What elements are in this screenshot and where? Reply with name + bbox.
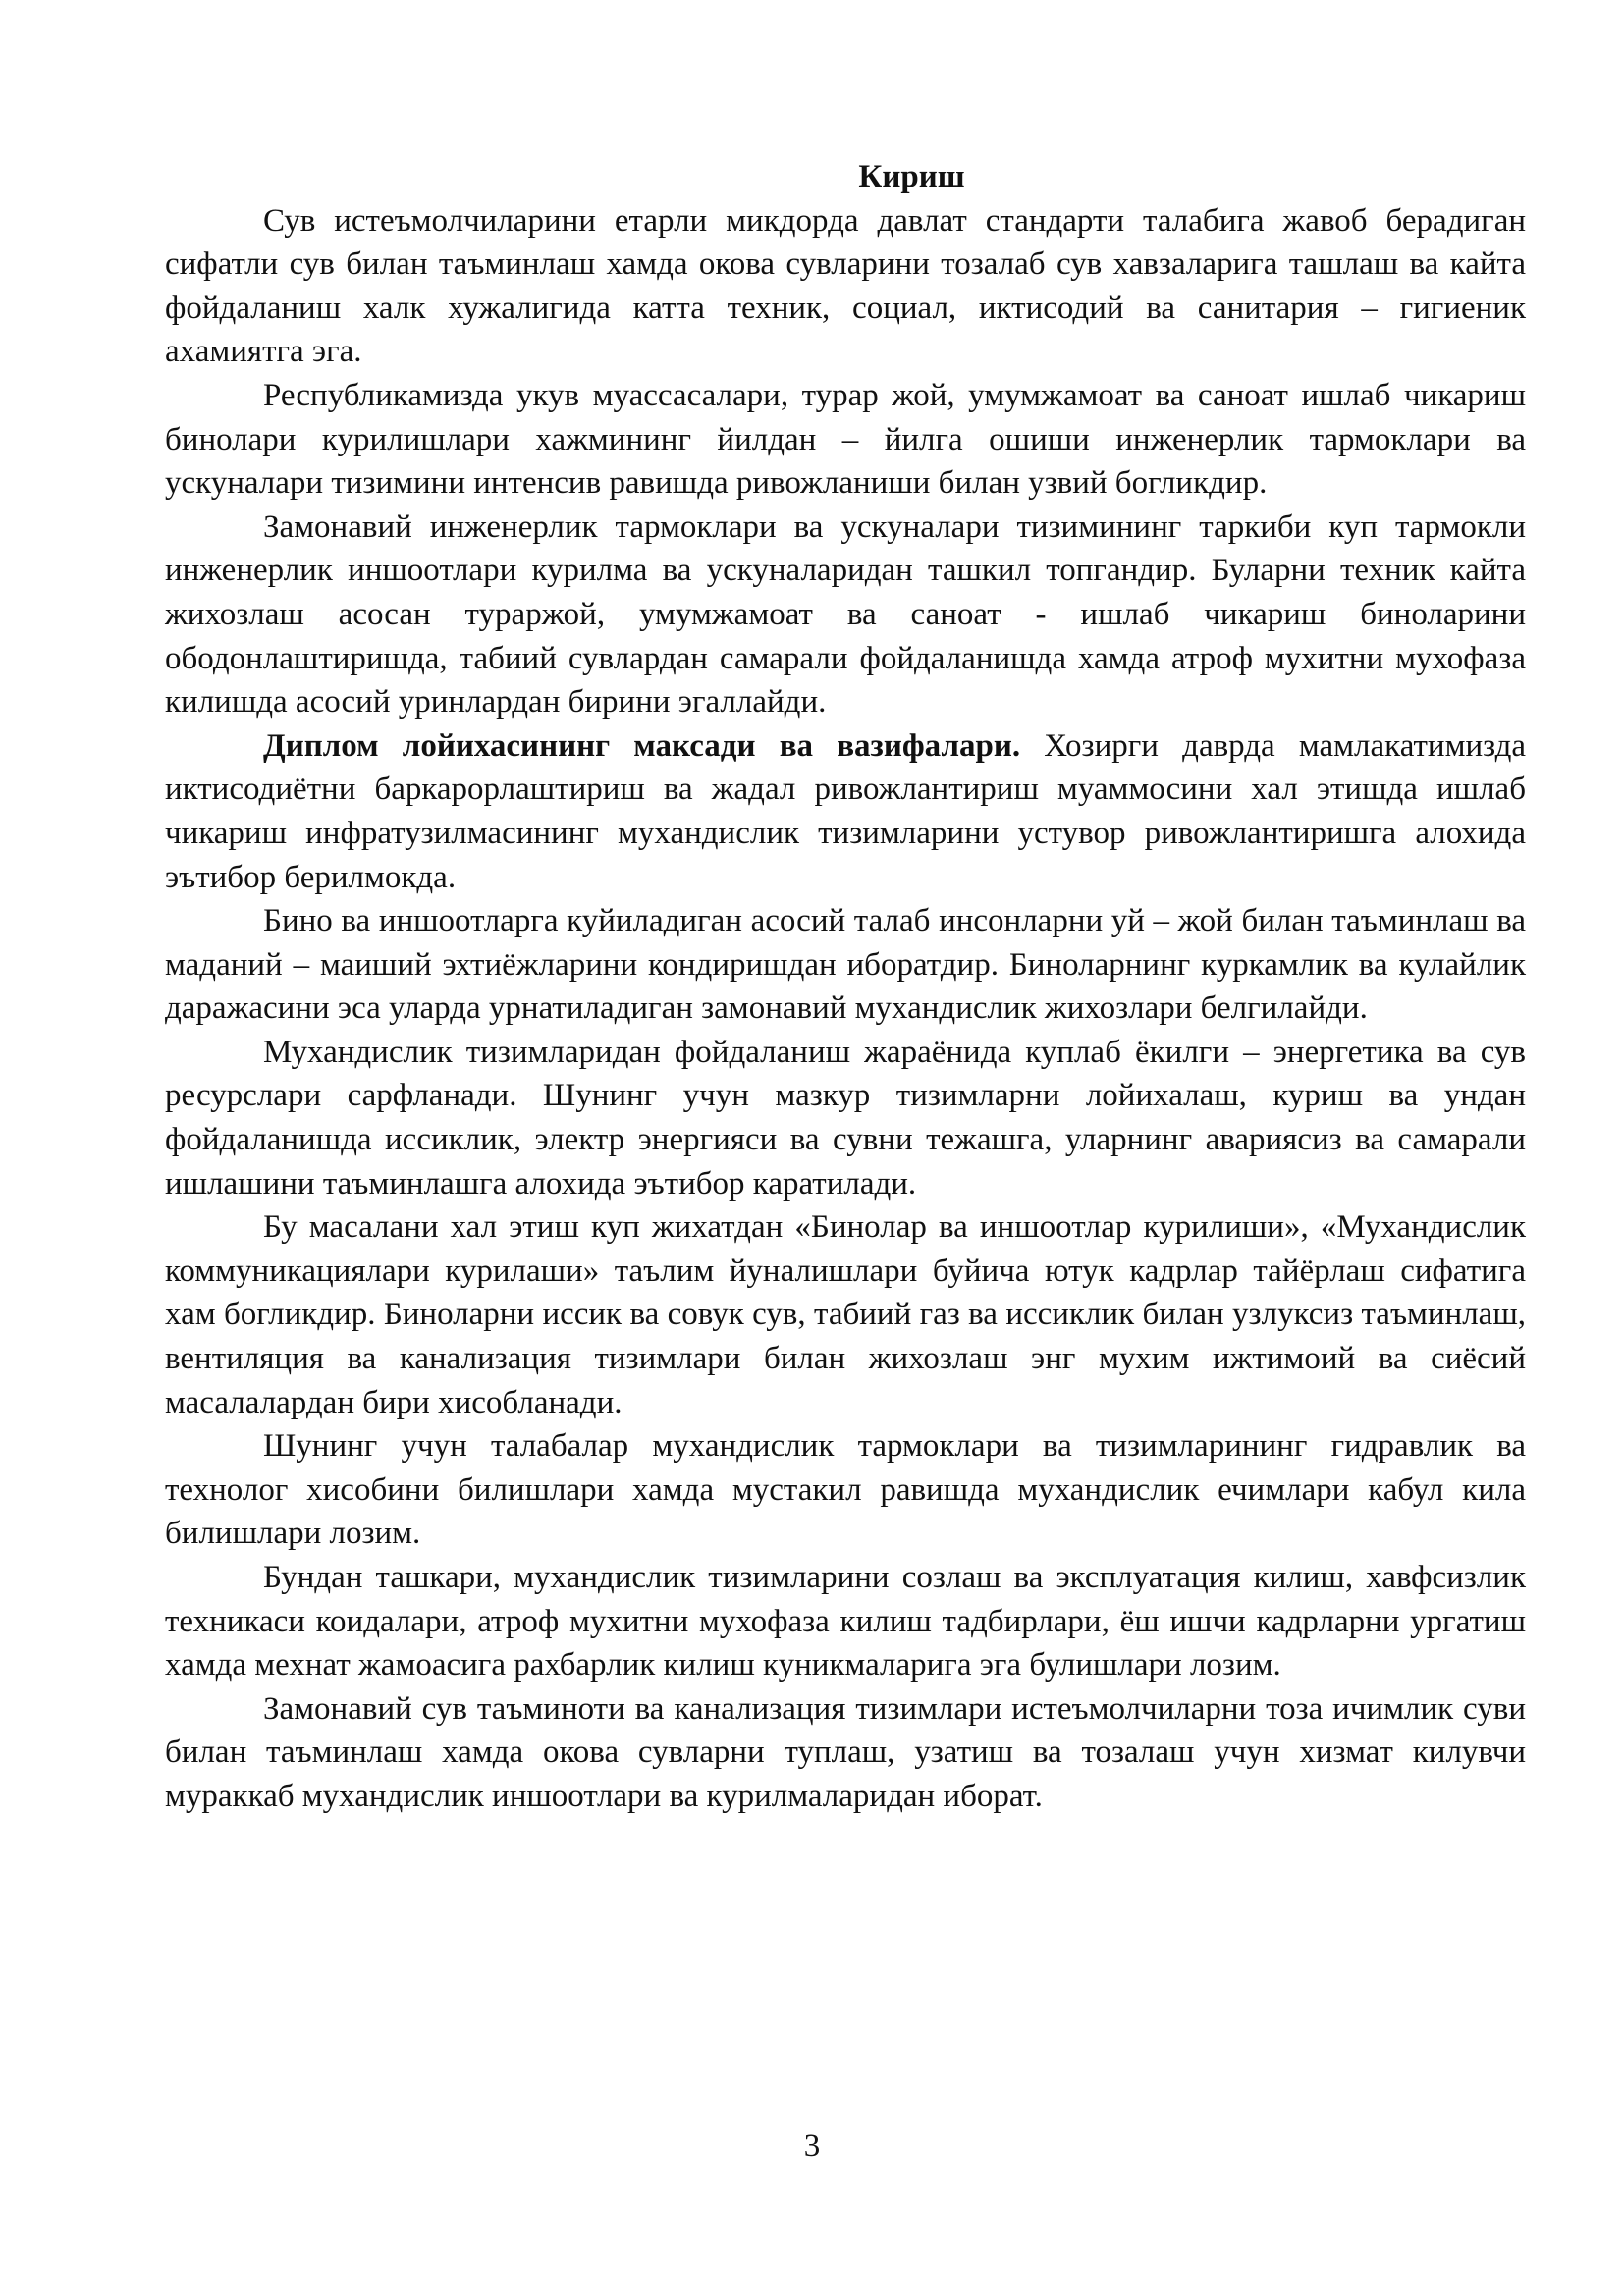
section-title: Кириш: [858, 159, 965, 194]
paragraph-text: Замонавий инженерлик тармоклари ва ускуналари тизимининг таркиби куп тармокли инженерлик иншоотлари курилма ва ускуналаридан ташкил топгандир. Буларни техник кайта жихозлаш асосан тураржой, умумжамоат ва саноат - ишлаб чикариш биноларини ободонлаштиришда, табиий сувлардан самарали фойдаланишда хамда атроф мухитни мухофаза килишда асосий уринлардан бирини эгаллайди.: [165, 508, 1526, 721]
paragraph-text: Хозирги даврда мамлакатимизда иктисодиётни баркарорлаштириш ва жадал ривожлантириш муаммосини хал этишда ишлаб чикариш инфратузилмасининг мухандислик тизимларини устувор ривожлантиришга алохида эътибор берилмокда.: [165, 727, 1527, 895]
paragraph-text: Бино ва иншоотларга куйиладиган асосий талаб инсонларни уй – жой билан таъминлаш ва маданий – маиший эхтиёжларини кондиришдан иборатдир. Биноларнинг куркамлик ва кулайлик даражасини эса уларда урнатиладиган замонавий мухандислик жихозлари белгилайди.: [165, 903, 1526, 1027]
paragraph-text: Мухандислик тизимларидан фойдаланиш жараёнида куплаб ёкилги – энергетика ва сув ресурслари сарфланади. Шунинг учун мазкур тизимларни лойихалаш, куриш ва ундан фойдаланишда иссиклик, электр энергияси ва сувни тежашга, уларнинг авариясиз ва самарали ишлашини таъминлашга алохида эътибор каратилади.: [165, 1034, 1526, 1201]
paragraph-7: [165, 1205, 1526, 1424]
paragraph-text: Республикамизда укув муассасалари, турар жой, умумжамоат ва саноат ишлаб чикариш бинолари курилишлари хажмининг йилдан – йилга ошиши инженерлик тармоклари ва ускуналари тизимини интенсив равишда ривожланиши билан узвий богликдир.: [165, 377, 1526, 502]
page-number: 3: [803, 2128, 821, 2163]
page-content: [165, 155, 1526, 1819]
paragraph-4: [165, 724, 1526, 899]
paragraph-text: Бу масалани хал этиш куп жихатдан «Бинолар ва иншоотлар курилиши», «Мухандислик коммуникациялари курилаши» таълим йуналишлари буйича ютук кадрлар тайёрлаш сифатига хам богликдир. Биноларни иссик ва совук сув, табиий газ ва иссиклик билан узлуксиз таъминлаш, вентиляция ва канализация тизимлари билан жихозлаш энг мухим ижтимоий ва сиёсий масалалардан бири хисобланади.: [165, 1209, 1526, 1420]
paragraph-2: [165, 374, 1526, 506]
paragraph-8: [165, 1424, 1526, 1556]
paragraph-text: Замонавий сув таъминоти ва канализация тизимлари истеъмолчиларни тоза ичимлик суви билан таъминлаш хамда окова сувларни туплаш, узатиш ва тозалаш учун хизмат килувчи мураккаб мухандислик иншоотлари ва курилмаларидан иборат.: [165, 1690, 1526, 1814]
paragraph-9: [165, 1556, 1526, 1687]
paragraph-1: [165, 199, 1526, 374]
paragraph-text: Бундан ташкари, мухандислик тизимларини созлаш ва эксплуатация килиш, хавфсизлик техникаси коидалари, атроф мухитни мухофаза килиш тадбирлари, ёш ишчи кадрларни ургатиш хамда мехнат жамоасига рахбарлик килиш куникмаларига эга булишлари лозим.: [165, 1560, 1526, 1683]
paragraph-5: [165, 899, 1526, 1031]
paragraph-lead-heading: Диплом лойихасининг максади ва вазифалари.: [263, 727, 1021, 764]
paragraph-10: [165, 1687, 1526, 1819]
paragraph-text: Шунинг учун талабалар мухандислик тармоклари ва тизимларининг гидравлик ва технолог хисобини билишлари хамда мустакил равишда мухандислик ечимлари кабул кила билишлари лозим.: [165, 1428, 1526, 1552]
paragraph-3: [165, 506, 1526, 724]
paragraph-6: [165, 1031, 1526, 1205]
paragraph-text: Сув истеъмолчиларини етарли микдорда давлат стандарти талабига жавоб берадиган сифатли сув билан таъминлаш хамда окова сувларини тозалаб сув хавзаларига ташлаш ва кайта фойдаланиш халк хужалигида катта техник, социал, иктисодий ва санитария – гигиеник ахамиятга эга.: [165, 202, 1526, 370]
